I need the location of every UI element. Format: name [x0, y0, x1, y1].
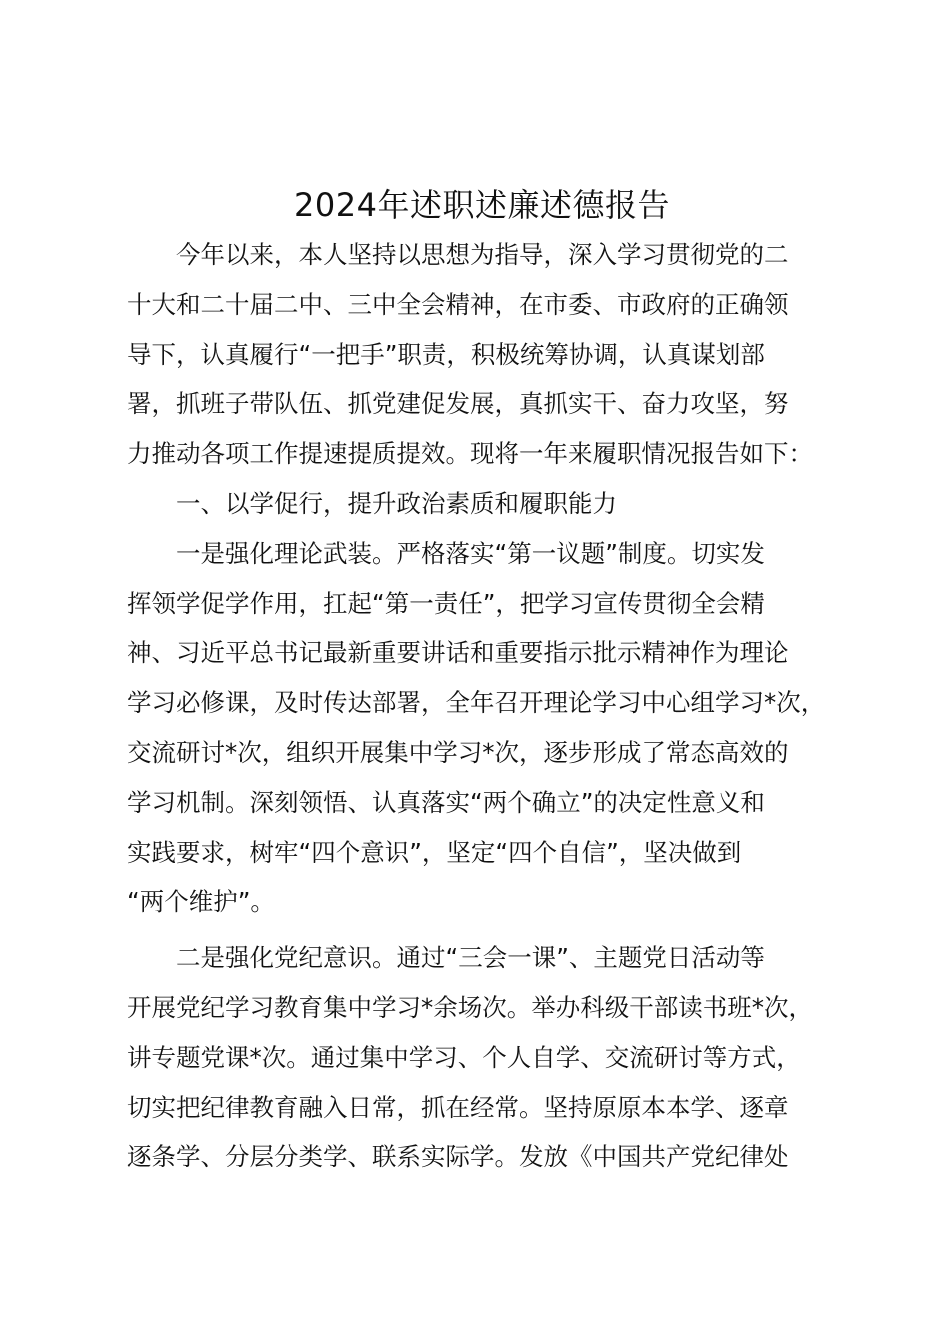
text-line: 神、习近平总书记最新重要讲话和重要指示批示精神作为理论 [127, 638, 789, 668]
discipline-paragraph [127, 933, 837, 1182]
text-line: 开展党纪学习教育集中学习*余场次。举办科级干部读书班*次， [127, 992, 813, 1022]
text-line: 学习机制。深刻领悟、认真落实“两个确立”的决定性意义和 [127, 787, 765, 817]
text-line: 交流研讨*次，组织开展集中学习*次，逐步形成了常态高效的 [127, 737, 789, 767]
text-line: 学习必修课，及时传达部署，全年召开理论学习中心组学习*次， [127, 688, 826, 718]
text-line: 讲专题党课*次。通过集中学习、个人自学、交流研讨等方式， [127, 1042, 801, 1072]
text-line: 二是强化党纪意识。通过“三会一课”、主题党日活动等 [176, 943, 765, 973]
text-line: 导下，认真履行“一把手”职责，积极统筹协调，认真谋划部 [127, 339, 765, 369]
text-line: 力推动各项工作提速提质提效。现将一年来履职情况报告如下： [127, 439, 813, 469]
text-line: 挥领学促学作用，扛起“第一责任”，把学习宣传贯彻全会精 [127, 588, 765, 618]
text-line: 一是强化理论武装。严格落实“第一议题”制度。切实发 [176, 538, 765, 568]
section-heading: 一、以学促行，提升政治素质和履职能力 [176, 488, 617, 518]
document-title: 2024年述职述廉述德报告 [294, 186, 670, 224]
text-line: 署，抓班子带队伍、抓党建促发展，真抓实干、奋力攻坚，努 [127, 389, 789, 419]
text-line: 今年以来，本人坚持以思想为指导，深入学习贯彻党的二 [176, 240, 789, 269]
text-line: “两个维护”。 [127, 887, 275, 917]
intro-paragraph [127, 230, 837, 479]
theory-study-paragraph [127, 529, 837, 927]
text-line: 逐条学、分层分类学、联系实际学。发放《中国共产党纪律处 [127, 1142, 789, 1172]
document-body [127, 180, 837, 1182]
text-line: 十大和二十届二中、三中全会精神，在市委、市政府的正确领 [127, 289, 789, 319]
text-line: 实践要求，树牢“四个意识”，坚定“四个自信”，坚决做到 [127, 837, 742, 867]
text-line: 切实把纪律教育融入日常，抓在经常。坚持原原本本学、逐章 [127, 1092, 789, 1122]
